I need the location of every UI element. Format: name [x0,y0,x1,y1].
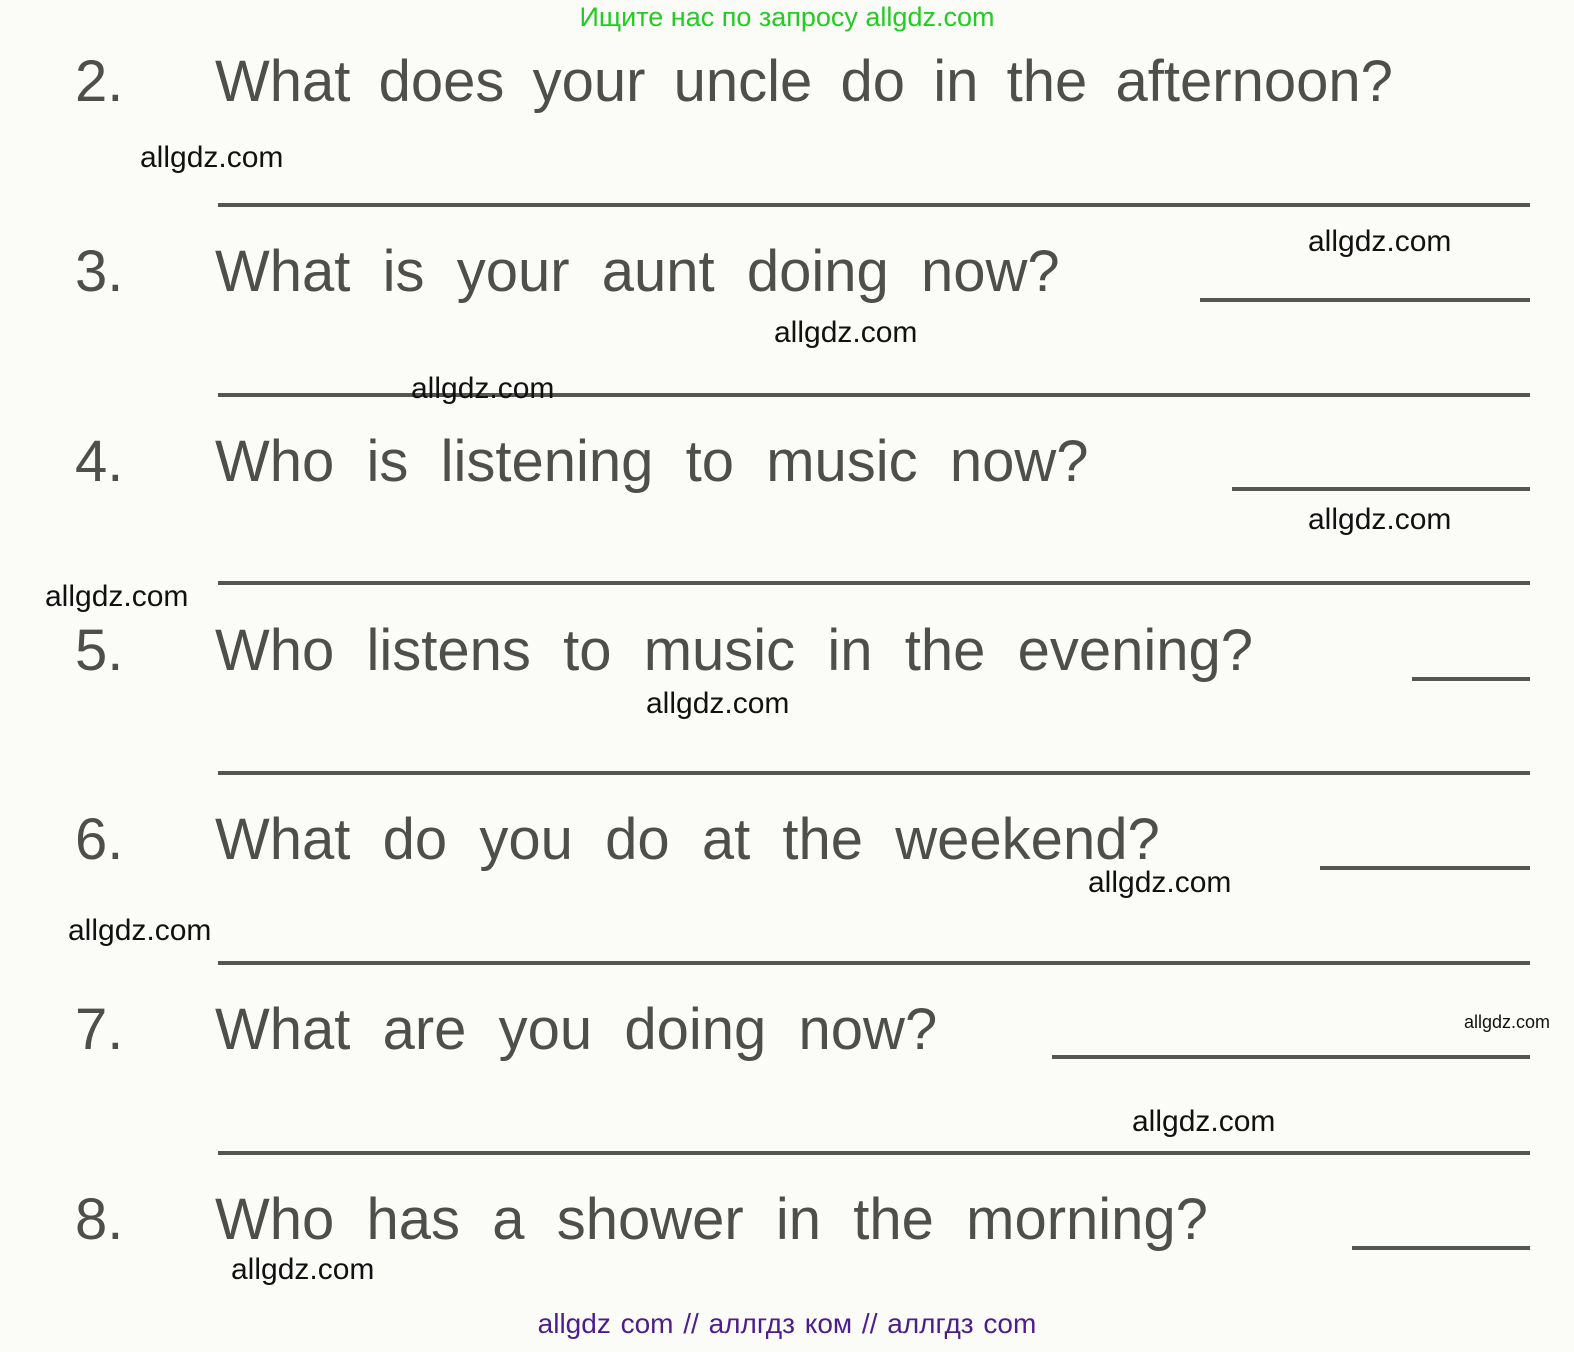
watermark: allgdz.com [1308,225,1452,258]
question-5 [0,611,1574,691]
question-text: What is your aunt doing now? [215,239,1060,304]
question-number: 3. [75,239,124,304]
watermark: allgdz.com [68,914,212,947]
question-number: 2. [75,49,124,114]
question-number: 7. [75,997,124,1062]
question-number: 8. [75,1187,124,1252]
watermark: allgdz.com [231,1253,375,1286]
top-search-banner: Ищите нас по запросу allgdz.com [579,2,995,32]
question-number: 6. [75,807,124,872]
bottom-banner: allgdz com // аллгдз ком // аллгдз com [537,1308,1037,1339]
watermark: allgdz.com [140,141,284,174]
watermark: allgdz.com [774,316,918,349]
watermark: allgdz.com [646,687,790,720]
question-text: Who has a shower in the morning? [215,1187,1208,1252]
watermark: allgdz.com [411,372,555,405]
answer-blank-8[interactable] [1352,1246,1530,1250]
watermark: allgdz.com [1464,1012,1551,1032]
watermark: allgdz.com [1088,866,1232,899]
question-2 [0,42,1574,122]
question-number: 5. [75,618,124,683]
watermark: allgdz.com [1132,1105,1276,1138]
answer-line-6[interactable] [218,961,1530,965]
watermark: allgdz.com [45,580,189,613]
answer-blank-3[interactable] [1200,298,1530,302]
answer-line-5[interactable] [218,771,1530,775]
answer-line-2[interactable] [218,203,1530,207]
question-text: What are you doing now? [215,997,938,1062]
question-number: 4. [75,429,124,494]
answer-blank-4[interactable] [1232,487,1530,491]
answer-line-7[interactable] [218,1151,1530,1155]
question-text: What do you do at the weekend? [215,807,1160,872]
question-text: What does your uncle do in the afternoon? [215,49,1393,114]
question-text: Who listens to music in the evening? [215,618,1254,683]
watermark: allgdz.com [1308,503,1452,536]
answer-blank-7[interactable] [1052,1055,1530,1059]
answer-line-4[interactable] [218,581,1530,585]
question-text: Who is listening to music now? [215,429,1089,494]
answer-blank-6[interactable] [1320,866,1530,870]
answer-blank-5[interactable] [1412,677,1530,681]
question-8 [0,1180,1574,1260]
